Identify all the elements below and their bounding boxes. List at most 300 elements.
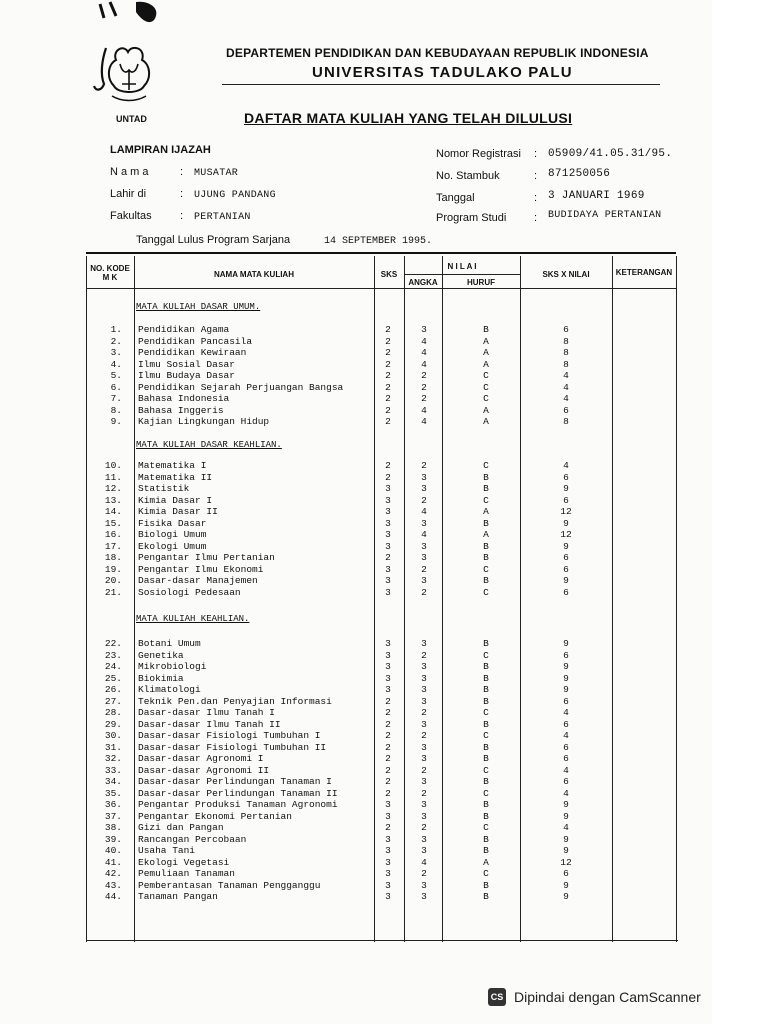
course-angka: 3 xyxy=(421,661,427,672)
table-row xyxy=(86,405,676,417)
course-angka: 3 xyxy=(421,753,427,764)
table-row xyxy=(86,730,676,742)
course-name: Biokimia xyxy=(138,672,184,684)
course-huruf: C xyxy=(483,649,489,661)
course-huruf: C xyxy=(483,868,489,879)
course-huruf: B xyxy=(483,471,489,483)
course-number: 21. xyxy=(104,586,122,598)
course-number: 2. xyxy=(110,335,122,347)
course-angka: 2 xyxy=(421,393,427,404)
course-sks: 3 xyxy=(385,799,391,810)
course-name: Dasar-dasar Perlindungan Tanaman II xyxy=(138,787,338,799)
course-name: Kajian Lingkungan Hidup xyxy=(138,416,270,427)
course-sks: 3 xyxy=(385,891,391,902)
course-number: 28. xyxy=(104,707,122,718)
course-angka: 3 xyxy=(421,695,427,707)
course-sks-x-nilai: 8 xyxy=(563,347,569,358)
course-angka: 3 xyxy=(421,552,427,563)
course-huruf: C xyxy=(483,787,489,799)
course-sks: 3 xyxy=(385,661,391,672)
course-name: Kimia Dasar I xyxy=(138,494,213,506)
course-sks: 3 xyxy=(385,586,391,598)
nomor-registrasi-label: Nomor Registrasi xyxy=(436,148,521,160)
course-huruf: B xyxy=(483,517,489,529)
course-number: 12. xyxy=(104,483,122,494)
tanggal-lulus-label: Tanggal Lulus Program Sarjana xyxy=(136,234,291,246)
course-angka: 2 xyxy=(421,707,427,718)
course-sks-x-nilai: 6 xyxy=(563,471,569,483)
course-number: 42. xyxy=(104,868,122,879)
course-name: Pemuliaan Tanaman xyxy=(138,868,235,879)
course-name: Biologi Umum xyxy=(138,529,207,540)
table-row xyxy=(86,776,676,788)
course-huruf: A xyxy=(483,416,489,427)
course-huruf: B xyxy=(483,684,489,695)
table-row xyxy=(86,552,676,564)
course-number: 17. xyxy=(104,540,122,552)
course-huruf: C xyxy=(483,764,489,776)
colon: : xyxy=(534,212,538,224)
course-angka: 2 xyxy=(421,764,427,776)
stambuk-label: No. Stambuk xyxy=(436,170,500,182)
course-sks: 2 xyxy=(385,787,391,799)
course-huruf: B xyxy=(483,575,489,586)
course-huruf: A xyxy=(483,347,489,358)
course-angka: 3 xyxy=(421,324,427,335)
course-sks-x-nilai: 9 xyxy=(563,575,569,586)
course-sks: 3 xyxy=(385,684,391,695)
course-name: Pengantar Ekonomi Pertanian xyxy=(138,810,292,822)
course-name: Pengantar Produksi Tanaman Agronomi xyxy=(138,799,338,810)
course-number: 29. xyxy=(104,718,122,730)
camscanner-text: Dipindai dengan CamScanner xyxy=(514,989,701,1005)
table-row xyxy=(86,495,676,507)
course-number: 24. xyxy=(104,661,122,672)
course-sks: 3 xyxy=(385,506,391,517)
course-number: 32. xyxy=(104,753,122,764)
course-sks-x-nilai: 9 xyxy=(563,891,569,902)
course-name: Bahasa Indonesia xyxy=(138,393,230,404)
course-number: 14. xyxy=(104,506,122,517)
course-angka: 2 xyxy=(421,649,427,661)
course-sks-x-nilai: 9 xyxy=(563,845,569,856)
table-row xyxy=(86,673,676,685)
table-border-right xyxy=(676,256,677,942)
course-name: Pengantar Ilmu Ekonomi xyxy=(138,563,264,575)
course-number: 27. xyxy=(104,695,122,707)
course-name: Matematika II xyxy=(138,471,213,483)
course-number: 26. xyxy=(104,684,122,695)
course-sks: 2 xyxy=(385,707,391,718)
course-angka: 3 xyxy=(421,684,427,695)
course-name: Mikrobiologi xyxy=(138,661,207,672)
table-row xyxy=(86,393,676,405)
course-huruf: B xyxy=(483,753,489,764)
course-number: 31. xyxy=(104,741,122,753)
course-sks: 2 xyxy=(385,347,391,358)
logo-caption: UNTAD xyxy=(116,114,147,124)
course-huruf: B xyxy=(483,483,489,494)
table-row xyxy=(86,880,676,892)
course-huruf: C xyxy=(483,586,489,598)
course-huruf: B xyxy=(483,845,489,856)
course-number: 20. xyxy=(104,575,122,586)
course-name: Dasar-dasar Agronomi II xyxy=(138,764,270,776)
course-angka: 3 xyxy=(421,718,427,730)
table-row xyxy=(86,753,676,765)
course-sks: 2 xyxy=(385,764,391,776)
ink-smudge-mark xyxy=(96,0,166,28)
header-angka: ANGKA xyxy=(408,278,438,287)
table-row xyxy=(86,460,676,472)
course-angka: 3 xyxy=(421,672,427,684)
table-row xyxy=(86,416,676,428)
table-row xyxy=(86,336,676,348)
course-angka: 2 xyxy=(421,381,427,393)
course-huruf: B xyxy=(483,891,489,902)
course-sks: 3 xyxy=(385,845,391,856)
fakultas-value: PERTANIAN xyxy=(194,212,251,223)
course-sks-x-nilai: 9 xyxy=(563,661,569,672)
course-sks-x-nilai: 6 xyxy=(563,494,569,506)
course-huruf: C xyxy=(483,707,489,718)
header-sks-x-nilai: SKS X NILAI xyxy=(542,270,590,279)
course-angka: 3 xyxy=(421,810,427,822)
course-angka: 4 xyxy=(421,506,427,517)
course-sks: 2 xyxy=(385,822,391,833)
course-sks-x-nilai: 9 xyxy=(563,684,569,695)
course-number: 7. xyxy=(110,393,122,404)
course-huruf: B xyxy=(483,638,489,649)
course-huruf: C xyxy=(483,730,489,741)
course-angka: 3 xyxy=(421,517,427,529)
course-huruf: A xyxy=(483,529,489,540)
course-name: Pengantar Ilmu Pertanian xyxy=(138,552,275,563)
course-name: Klimatologi xyxy=(138,684,201,695)
table-row xyxy=(86,765,676,777)
course-sks-x-nilai: 6 xyxy=(563,552,569,563)
course-angka: 3 xyxy=(421,845,427,856)
course-sks-x-nilai: 4 xyxy=(563,393,569,404)
course-angka: 3 xyxy=(421,741,427,753)
table-row xyxy=(86,382,676,394)
course-sks: 2 xyxy=(385,776,391,787)
department-name: DEPARTEMEN PENDIDIKAN DAN KEBUDAYAAN REPUBLIK INDONESIA xyxy=(226,46,649,60)
course-angka: 3 xyxy=(421,575,427,586)
table-row xyxy=(86,684,676,696)
course-sks: 2 xyxy=(385,753,391,764)
course-sks: 2 xyxy=(385,718,391,730)
university-name: UNIVERSITAS TADULAKO PALU xyxy=(312,64,573,81)
course-angka: 2 xyxy=(421,494,427,506)
course-sks-x-nilai: 6 xyxy=(563,324,569,335)
course-name: Dasar-dasar Perlindungan Tanaman I xyxy=(138,776,332,787)
course-name: Genetika xyxy=(138,649,184,661)
course-name: Fisika Dasar xyxy=(138,517,207,529)
course-sks-x-nilai: 4 xyxy=(563,764,569,776)
course-sks: 2 xyxy=(385,393,391,404)
course-number: 34. xyxy=(104,776,122,787)
course-sks: 2 xyxy=(385,471,391,483)
course-huruf: A xyxy=(483,404,489,416)
course-sks: 3 xyxy=(385,517,391,529)
colon: : xyxy=(180,166,184,178)
course-angka: 2 xyxy=(421,460,427,471)
table-row xyxy=(86,799,676,811)
colon: : xyxy=(534,148,538,160)
course-sks-x-nilai: 9 xyxy=(563,810,569,822)
course-sks: 3 xyxy=(385,563,391,575)
course-huruf: B xyxy=(483,776,489,787)
course-sks-x-nilai: 9 xyxy=(563,483,569,494)
course-huruf: B xyxy=(483,799,489,810)
course-sks: 3 xyxy=(385,529,391,540)
course-number: 4. xyxy=(110,358,122,370)
course-sks: 3 xyxy=(385,879,391,891)
table-row xyxy=(86,587,676,599)
course-huruf: C xyxy=(483,393,489,404)
course-number: 38. xyxy=(104,822,122,833)
course-angka: 4 xyxy=(421,529,427,540)
table-row xyxy=(86,638,676,650)
course-sks-x-nilai: 9 xyxy=(563,799,569,810)
course-sks-x-nilai: 6 xyxy=(563,563,569,575)
table-row xyxy=(86,857,676,869)
section-heading: MATA KULIAH DASAR KEAHLIAN. xyxy=(136,440,282,450)
course-huruf: B xyxy=(483,540,489,552)
course-sks: 3 xyxy=(385,540,391,552)
course-name: Kimia Dasar II xyxy=(138,506,218,517)
course-name: Botani Umum xyxy=(138,638,201,649)
table-row xyxy=(86,529,676,541)
course-sks-x-nilai: 9 xyxy=(563,879,569,891)
course-huruf: C xyxy=(483,563,489,575)
header-huruf: HURUF xyxy=(467,278,495,287)
course-number: 25. xyxy=(104,672,122,684)
course-number: 18. xyxy=(104,552,122,563)
course-name: Dasar-dasar Fisiologi Tumbuhan I xyxy=(138,730,321,741)
course-sks: 2 xyxy=(385,552,391,563)
course-number: 44. xyxy=(104,891,122,902)
course-sks-x-nilai: 9 xyxy=(563,517,569,529)
header-nama: NAMA MATA KULIAH xyxy=(214,270,294,279)
course-sks: 3 xyxy=(385,833,391,845)
course-huruf: C xyxy=(483,494,489,506)
course-sks: 2 xyxy=(385,460,391,471)
course-sks: 2 xyxy=(385,358,391,370)
course-sks: 3 xyxy=(385,638,391,649)
course-number: 23. xyxy=(104,649,122,661)
program-studi-value: BUDIDAYA PERTANIAN xyxy=(548,210,662,221)
table-row xyxy=(86,575,676,587)
course-sks: 2 xyxy=(385,381,391,393)
course-sks: 3 xyxy=(385,868,391,879)
section-heading: MATA KULIAH KEAHLIAN. xyxy=(136,614,250,624)
course-name: Teknik Pen.dan Penyajian Informasi xyxy=(138,695,332,707)
course-huruf: A xyxy=(483,506,489,517)
course-number: 13. xyxy=(104,494,122,506)
colon: : xyxy=(534,192,538,204)
course-huruf: B xyxy=(483,833,489,845)
course-sks-x-nilai: 4 xyxy=(563,460,569,471)
header-keterangan: KETERANGAN xyxy=(615,268,673,277)
course-angka: 3 xyxy=(421,833,427,845)
table-row xyxy=(86,472,676,484)
nama-label: N a m a xyxy=(110,166,149,178)
course-sks-x-nilai: 9 xyxy=(563,540,569,552)
course-huruf: B xyxy=(483,741,489,753)
course-number: 40. xyxy=(104,845,122,856)
course-angka: 2 xyxy=(421,822,427,833)
course-angka: 3 xyxy=(421,891,427,902)
course-angka: 3 xyxy=(421,799,427,810)
course-number: 22. xyxy=(104,638,122,649)
course-huruf: C xyxy=(483,822,489,833)
table-row xyxy=(86,822,676,834)
course-name: Dasar-dasar Manajemen xyxy=(138,575,258,586)
course-sks-x-nilai: 12 xyxy=(560,856,572,868)
course-huruf: B xyxy=(483,661,489,672)
course-angka: 4 xyxy=(421,358,427,370)
course-sks-x-nilai: 6 xyxy=(563,404,569,416)
header-sks: SKS xyxy=(380,270,398,279)
nama-value: MUSATAR xyxy=(194,168,239,179)
course-name: Ekologi Vegetasi xyxy=(138,856,230,868)
course-name: Dasar-dasar Ilmu Tanah I xyxy=(138,707,275,718)
course-huruf: B xyxy=(483,695,489,707)
course-huruf: B xyxy=(483,810,489,822)
course-number: 6. xyxy=(110,381,122,393)
course-angka: 2 xyxy=(421,787,427,799)
course-huruf: A xyxy=(483,335,489,347)
course-number: 19. xyxy=(104,563,122,575)
course-huruf: A xyxy=(483,358,489,370)
course-sks-x-nilai: 9 xyxy=(563,833,569,845)
course-number: 11. xyxy=(104,471,122,483)
course-sks: 2 xyxy=(385,741,391,753)
course-huruf: C xyxy=(483,381,489,393)
course-sks-x-nilai: 8 xyxy=(563,416,569,427)
table-row xyxy=(86,868,676,880)
course-sks-x-nilai: 4 xyxy=(563,787,569,799)
table-row xyxy=(86,845,676,857)
table-row xyxy=(86,811,676,823)
course-sks-x-nilai: 4 xyxy=(563,381,569,393)
table-row xyxy=(86,742,676,754)
course-angka: 4 xyxy=(421,335,427,347)
tanggal-lulus-value: 14 SEPTEMBER 1995. xyxy=(324,236,433,247)
course-huruf: B xyxy=(483,672,489,684)
nomor-registrasi-value: 05909/41.05.31/95. xyxy=(548,148,673,160)
course-sks-x-nilai: 6 xyxy=(563,776,569,787)
course-sks-x-nilai: 6 xyxy=(563,718,569,730)
course-name: Pendidikan Kewiraan xyxy=(138,347,247,358)
course-sks-x-nilai: 4 xyxy=(563,370,569,381)
course-sks-x-nilai: 6 xyxy=(563,741,569,753)
header-no-kode: NO. KODE M K xyxy=(90,264,130,282)
course-name: Gizi dan Pangan xyxy=(138,822,224,833)
program-studi-label: Program Studi xyxy=(436,212,507,224)
course-name: Pendidikan Pancasila xyxy=(138,335,253,347)
course-name: Rancangan Percobaan xyxy=(138,833,247,845)
course-name: Dasar-dasar Agronomi I xyxy=(138,753,264,764)
course-angka: 2 xyxy=(421,370,427,381)
colon: : xyxy=(534,170,538,182)
course-sks: 2 xyxy=(385,730,391,741)
lahir-value: UJUNG PANDANG xyxy=(194,190,276,201)
table-row xyxy=(86,370,676,382)
course-angka: 2 xyxy=(421,868,427,879)
course-sks: 2 xyxy=(385,324,391,335)
course-huruf: C xyxy=(483,460,489,471)
course-name: Ilmu Sosial Dasar xyxy=(138,358,235,370)
course-sks: 3 xyxy=(385,672,391,684)
course-number: 1. xyxy=(110,324,122,335)
course-sks-x-nilai: 6 xyxy=(563,695,569,707)
course-sks-x-nilai: 4 xyxy=(563,730,569,741)
course-sks-x-nilai: 8 xyxy=(563,358,569,370)
table-row xyxy=(86,707,676,719)
course-sks-x-nilai: 9 xyxy=(563,672,569,684)
table-row xyxy=(86,661,676,673)
course-angka: 3 xyxy=(421,776,427,787)
table-row xyxy=(86,347,676,359)
course-sks-x-nilai: 12 xyxy=(560,506,572,517)
course-sks: 3 xyxy=(385,494,391,506)
table-bottom-rule xyxy=(86,940,678,941)
course-name: Statistik xyxy=(138,483,190,494)
table-row xyxy=(86,506,676,518)
course-sks-x-nilai: 8 xyxy=(563,335,569,347)
course-number: 36. xyxy=(104,799,122,810)
header-bottom-rule xyxy=(86,288,676,289)
course-name: Pendidikan Sejarah Perjuangan Bangsa xyxy=(138,381,344,393)
course-angka: 3 xyxy=(421,540,427,552)
header-nilai: N I L A I xyxy=(447,262,477,271)
course-number: 39. xyxy=(104,833,122,845)
course-number: 30. xyxy=(104,730,122,741)
course-name: Usaha Tani xyxy=(138,845,196,856)
course-sks: 3 xyxy=(385,575,391,586)
table-row xyxy=(86,696,676,708)
tanggal-label: Tanggal xyxy=(436,192,475,204)
course-name: Dasar-dasar Fisiologi Tumbuhan II xyxy=(138,741,327,753)
course-huruf: C xyxy=(483,370,489,381)
course-sks-x-nilai: 6 xyxy=(563,586,569,598)
course-sks: 2 xyxy=(385,416,391,427)
table-row xyxy=(86,324,676,336)
course-huruf: B xyxy=(483,552,489,563)
colon: : xyxy=(180,210,184,222)
course-sks-x-nilai: 4 xyxy=(563,707,569,718)
course-angka: 3 xyxy=(421,638,427,649)
lahir-label: Lahir di xyxy=(110,188,147,200)
course-angka: 4 xyxy=(421,404,427,416)
course-sks: 3 xyxy=(385,483,391,494)
table-row xyxy=(86,518,676,530)
course-sks: 2 xyxy=(385,335,391,347)
course-huruf: B xyxy=(483,324,489,335)
course-number: 15. xyxy=(104,517,122,529)
document-title: DAFTAR MATA KULIAH YANG TELAH DILULUSI xyxy=(244,110,573,126)
camscanner-logo-icon: CS xyxy=(488,988,506,1006)
table-row xyxy=(86,483,676,495)
course-name: Ekologi Umum xyxy=(138,540,207,552)
nilai-subheader-rule xyxy=(404,274,520,275)
course-sks-x-nilai: 12 xyxy=(560,529,572,540)
course-number: 5. xyxy=(110,370,122,381)
tanggal-value: 3 JANUARI 1969 xyxy=(548,190,645,202)
